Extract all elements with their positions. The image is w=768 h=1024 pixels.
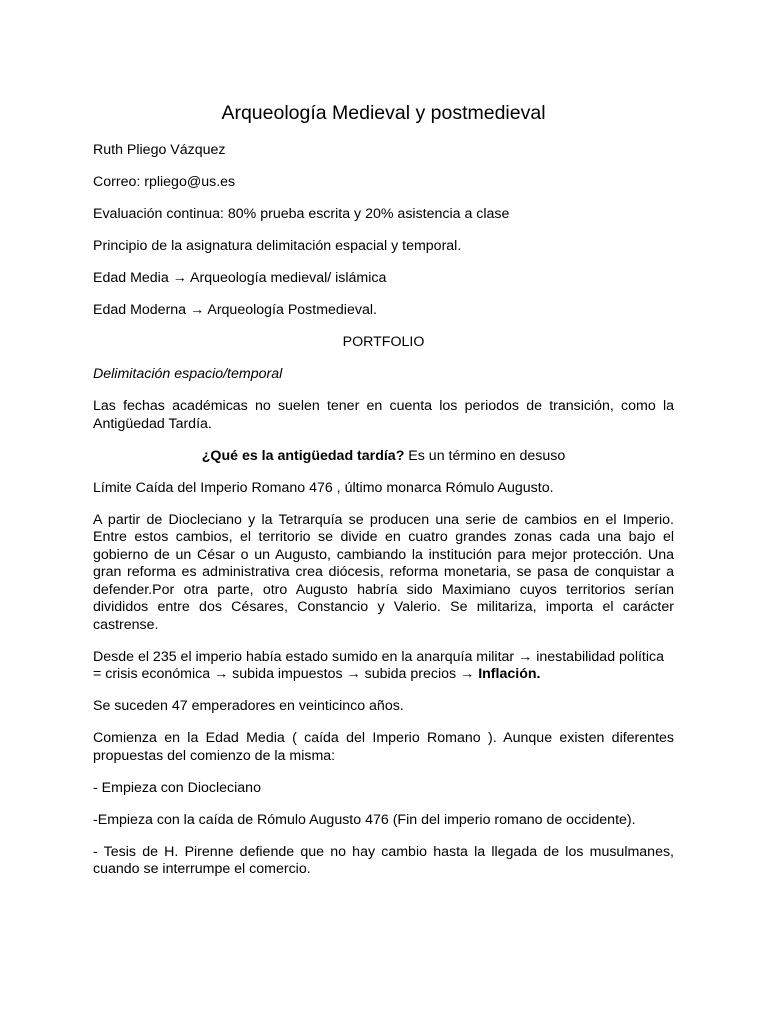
section-heading: Delimitación espacio/temporal [93,366,283,382]
document-page [93,100,674,893]
paragraph-emperadores: Se suceden 47 emperadores en veinticinco años. [93,698,404,714]
document-title: Arqueología Medieval y postmedieval [221,102,546,124]
portfolio-heading: PORTFOLIO [342,334,425,350]
question-bold: ¿Qué es la antigüedad tardía? [201,447,405,464]
paragraph-235-bold: Inflación. [478,666,541,682]
paragraph-limite: Límite Caída del Imperio Romano 476 , último monarca Rómulo Augusto. [93,479,554,496]
paragraph-235 [93,649,674,684]
paragraph-fechas: Las fechas académicas no suelen tener en cuenta los periodos de transición, como la Antigüedad Tardía. [93,398,674,432]
paragraph-comienza: Comienza en la Edad Media ( caída del Imperio Romano ). Aunque existen diferentes propuestas del comienzo de la misma: [93,730,674,764]
email-line: Correo: rpliego@us.es [93,174,236,190]
principle-line: Principio de la asignatura delimitación espacial y temporal. [93,238,462,254]
list-item-3: - Tesis de H. Pirenne defiende que no hay cambio hasta la llegada de los musulmanes, cuando se interrumpe el comercio. [93,843,674,877]
evaluation-line: Evaluación continua: 80% prueba escrita y 20% asistencia a clase [93,206,510,222]
author-line: Ruth Pliego Vázquez [93,142,226,158]
edad-media-line: Edad Media → Arqueología medieval/ islámica [93,270,387,286]
list-item-1: - Empieza con Diocleciano [93,779,261,796]
question-rest: Es un término en desuso [404,447,566,464]
edad-moderna-line: Edad Moderna → Arqueología Postmedieval. [93,302,377,318]
paragraph-235-text: Desde el 235 el imperio había estado sumido en la anarquía militar → inestabilidad política = crisis económica → subida impuestos → subida precios → [93,648,664,682]
list-item-2: -Empieza con la caída de Rómulo Augusto 476 (Fin del imperio romano de occidente). [93,811,636,828]
question-line [93,448,674,466]
paragraph-diocleciano: A partir de Diocleciano y la Tetrarquía se producen una serie de cambios en el Imperio. Entre estos cambios, el territorio se divide en cuatro grandes zonas cada una bajo el gobierno de un César o un Augusto, cambiando la institución para mejor protección. Una gran reforma es administrativa crea diócesis, reforma monetaria, se pasa de conquistar a defender.Por otra parte, otro Augusto habría sido Maximiano cuyos territorios serían divididos entre dos Césares, Constancio y Valerio. Se militariza, importa el carácter castrense. [93,511,674,633]
